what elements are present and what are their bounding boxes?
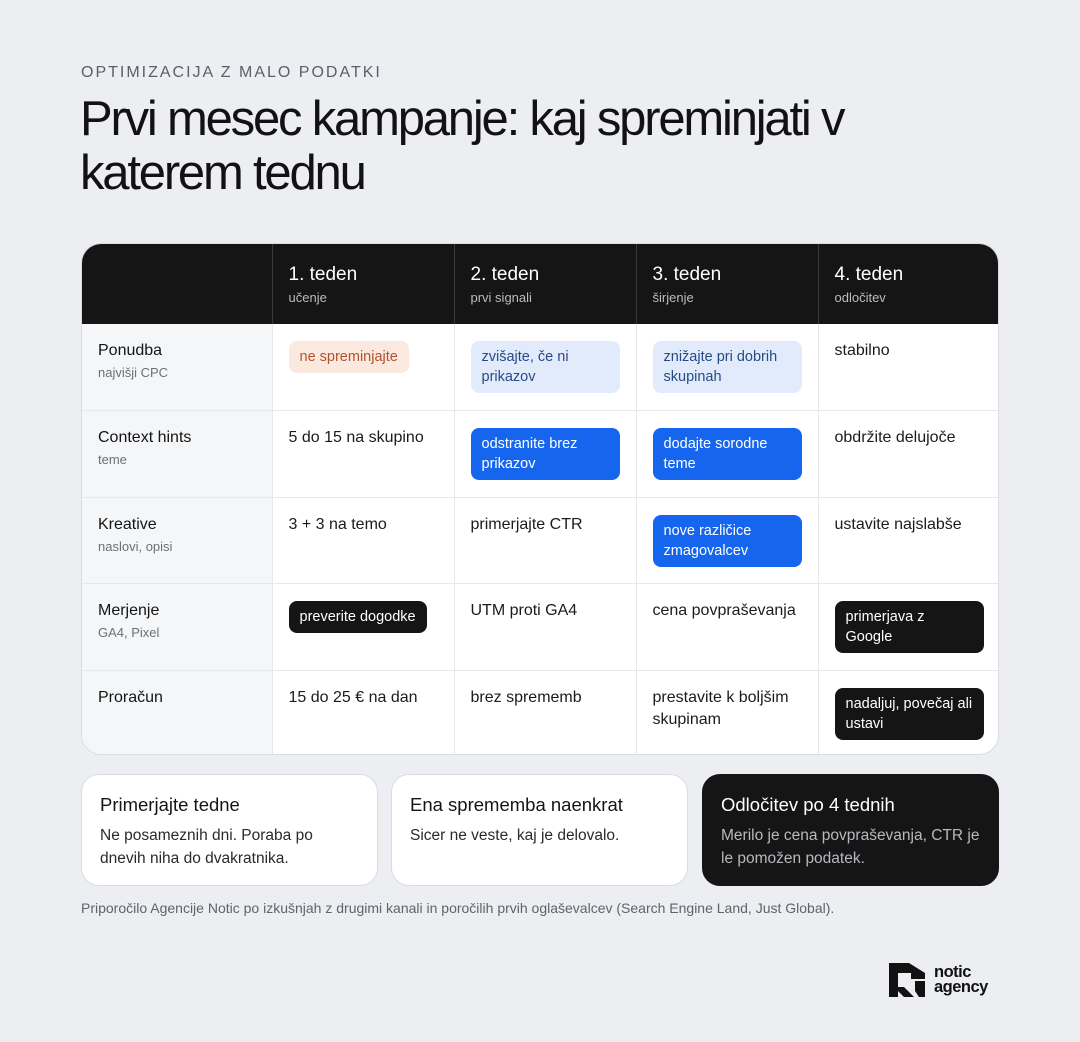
eyebrow-label: OPTIMIZACIJA Z MALO PODATKI (81, 64, 382, 81)
week-subtitle: širjenje (652, 290, 694, 305)
cell-text: 5 do 15 na skupino (288, 429, 424, 446)
table-cell (636, 411, 818, 498)
cell-text: cena povpraševanja (652, 602, 796, 619)
row-title: Context hints (98, 429, 192, 446)
status-tag: nove različice zmagovalcev (653, 515, 802, 567)
table-header-row (82, 244, 999, 324)
table-cell (454, 670, 636, 755)
status-tag: nadaljuj, povečaj ali ustavi (835, 688, 984, 740)
cell-text: obdržite delujoče (834, 429, 956, 446)
row-title: Ponudba (98, 342, 163, 359)
table-cell (272, 411, 454, 498)
week-subtitle: prvi signali (470, 290, 532, 305)
table-cell (818, 670, 999, 755)
week-header (636, 244, 818, 324)
cell-text: 15 do 25 € na dan (288, 688, 418, 706)
row-title: Merjenje (98, 602, 160, 619)
notic-logo-icon (889, 963, 925, 997)
table-row (82, 670, 999, 755)
table-row (82, 497, 999, 584)
cell-text: UTM proti GA4 (470, 602, 578, 619)
row-header (82, 584, 272, 671)
cell-text: ustavite najslabše (834, 515, 962, 533)
row-title: Kreative (98, 515, 157, 533)
table-cell (636, 324, 818, 411)
table-cell (636, 670, 818, 755)
table-cell (454, 324, 636, 411)
status-tag: primerjava z Google (835, 601, 984, 653)
table-cell (636, 584, 818, 671)
row-header (82, 411, 272, 498)
schedule-table-card (81, 243, 999, 755)
row-header (82, 497, 272, 584)
header-corner (82, 244, 272, 324)
logo-line-2: agency (934, 978, 988, 996)
status-tag: ne spreminjajte (289, 341, 409, 373)
week-title: 2. teden (470, 264, 540, 285)
week-title: 3. teden (652, 264, 722, 285)
week-header (818, 244, 999, 324)
table-cell (272, 497, 454, 584)
week-title: 4. teden (834, 264, 904, 285)
table-row (82, 324, 999, 411)
table-row (82, 584, 999, 671)
logo-wordmark (934, 965, 988, 995)
tip-card (391, 774, 688, 886)
tip-card-highlight (702, 774, 999, 886)
tip-card-text: Sicer ne veste, kaj je delovalo. (410, 827, 620, 844)
page-title: Prvi mesec kampanje: kaj spreminjati v katerem tednu (80, 92, 844, 200)
row-subtitle: naslovi, opisi (98, 538, 173, 554)
status-tag: znižajte pri dobrih skupinah (653, 341, 802, 393)
table-cell (818, 324, 999, 411)
row-subtitle: najvišji CPC (98, 365, 169, 380)
table-cell (818, 497, 999, 584)
table-cell (272, 670, 454, 755)
row-subtitle: teme (98, 452, 127, 467)
status-tag: zvišajte, če ni prikazov (471, 341, 620, 393)
week-subtitle: odločitev (834, 290, 886, 305)
tip-card (81, 774, 378, 886)
week-header (272, 244, 454, 324)
cell-text: 3 + 3 na temo (288, 515, 387, 533)
cell-text: brez sprememb (470, 688, 582, 706)
week-header (454, 244, 636, 324)
cell-text: stabilno (834, 342, 890, 359)
table-cell (272, 584, 454, 671)
cell-text: primerjajte CTR (470, 515, 583, 533)
table-cell (272, 324, 454, 411)
table-cell (454, 411, 636, 498)
week-subtitle: učenje (288, 290, 327, 305)
row-subtitle: GA4, Pixel (98, 625, 160, 640)
cell-text: prestavite k boljšim skupinam (652, 688, 789, 728)
row-title: Proračun (98, 688, 163, 706)
table-cell (454, 584, 636, 671)
brand-logo (889, 963, 1001, 997)
table-row (82, 411, 999, 498)
table-cell (818, 584, 999, 671)
status-tag: odstranite brez prikazov (471, 428, 620, 480)
status-tag: preverite dogodke (289, 601, 427, 633)
logo-line-1: notic (934, 963, 971, 981)
tips-cards (81, 774, 999, 886)
week-title: 1. teden (288, 264, 358, 285)
tip-card-title: Primerjajte tedne (100, 794, 240, 815)
source-footnote: Priporočilo Agencije Notic po izkušnjah z drugimi kanali in poročilih prvih oglaševalcev (Search Engine Land, Just Global). (81, 900, 835, 916)
row-header (82, 670, 272, 755)
tip-card-title: Ena sprememba naenkrat (410, 794, 623, 815)
tip-card-text: Merilo je cena povpraševanja, CTR je le pomožen podatek. (721, 827, 980, 867)
tip-card-text: Ne posameznih dni. Poraba po dnevih niha do dvakratnika. (100, 827, 313, 867)
table-cell (636, 497, 818, 584)
row-header (82, 324, 272, 411)
schedule-table (82, 244, 999, 755)
table-cell (818, 411, 999, 498)
table-cell (454, 497, 636, 584)
status-tag: dodajte sorodne teme (653, 428, 802, 480)
tip-card-title: Odločitev po 4 tednih (721, 794, 895, 815)
